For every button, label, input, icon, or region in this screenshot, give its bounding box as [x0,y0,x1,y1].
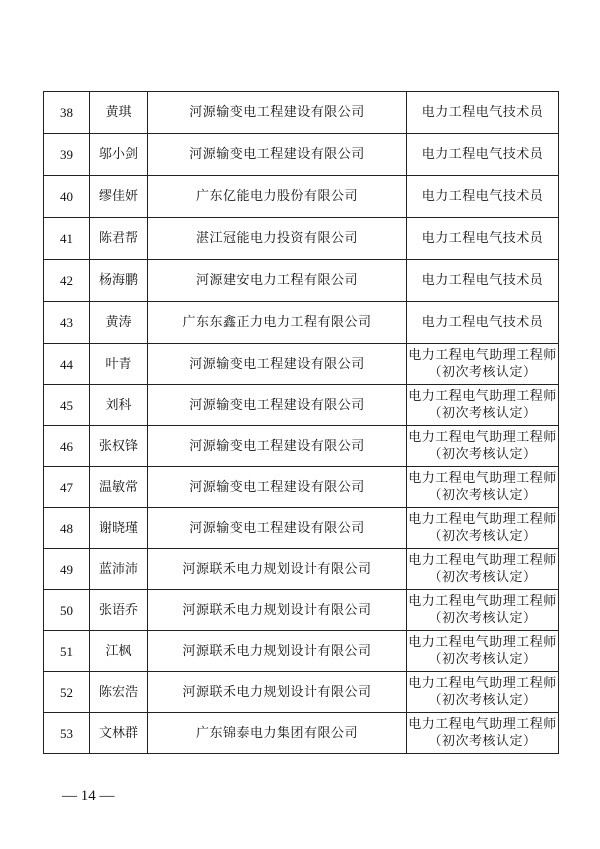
company-cell: 广东锦泰电力集团有限公司 [148,713,407,754]
qualification-line: 电力工程电气助理工程师 [408,512,557,527]
table-row [44,344,559,385]
company-cell: 河源输变电工程建设有限公司 [148,134,407,176]
qualification-cell [407,590,559,631]
table-row [44,260,559,302]
person-name-cell: 黄琪 [90,92,148,134]
qualification-line: 电力工程电气助理工程师 [408,594,557,609]
qualification-cell [407,631,559,672]
table-row [44,672,559,713]
company-cell: 湛江冠能电力投资有限公司 [148,218,407,260]
qualification-line: （初次考核认定） [428,693,537,708]
table-row [44,134,559,176]
company-cell: 河源输变电工程建设有限公司 [148,426,407,467]
qualification-cell [407,508,559,549]
qualification-line: 电力工程电气技术员 [421,273,544,288]
table-row [44,176,559,218]
qualification-cell [407,426,559,467]
table-row [44,385,559,426]
qualification-line: 电力工程电气助理工程师 [408,348,557,363]
company-cell: 河源联禾电力规划设计有限公司 [148,590,407,631]
roster-table [43,91,559,754]
qualification-line: （初次考核认定） [428,488,537,503]
person-name-cell: 黄涛 [90,302,148,344]
company-cell: 河源输变电工程建设有限公司 [148,92,407,134]
table-row [44,218,559,260]
person-name-cell: 陈宏浩 [90,672,148,713]
row-number-cell: 38 [44,92,90,134]
company-cell: 河源联禾电力规划设计有限公司 [148,631,407,672]
row-number-cell: 40 [44,176,90,218]
person-name-cell: 缪佳妍 [90,176,148,218]
qualification-line: 电力工程电气助理工程师 [408,553,557,568]
row-number-cell: 48 [44,508,90,549]
person-name-cell: 张语乔 [90,590,148,631]
company-cell: 广东亿能电力股份有限公司 [148,176,407,218]
qualification-line: 电力工程电气技术员 [421,231,544,246]
table-row [44,92,559,134]
qualification-line: （初次考核认定） [428,611,537,626]
row-number-cell: 47 [44,467,90,508]
person-name-cell: 江枫 [90,631,148,672]
company-cell: 河源建安电力工程有限公司 [148,260,407,302]
company-cell: 河源联禾电力规划设计有限公司 [148,549,407,590]
table-row [44,590,559,631]
qualification-line: 电力工程电气技术员 [421,105,544,120]
qualification-line: （初次考核认定） [428,570,537,585]
row-number-cell: 41 [44,218,90,260]
person-name-cell: 谢晓瑾 [90,508,148,549]
qualification-line: 电力工程电气助理工程师 [408,471,557,486]
company-cell: 河源输变电工程建设有限公司 [148,344,407,385]
row-number-cell: 46 [44,426,90,467]
company-cell: 河源输变电工程建设有限公司 [148,385,407,426]
row-number-cell: 53 [44,713,90,754]
row-number-cell: 50 [44,590,90,631]
qualification-line: 电力工程电气助理工程师 [408,430,557,445]
qualification-cell [407,92,559,134]
row-number-cell: 45 [44,385,90,426]
qualification-cell [407,385,559,426]
person-name-cell: 叶青 [90,344,148,385]
qualification-line: 电力工程电气助理工程师 [408,389,557,404]
qualification-line: 电力工程电气技术员 [421,315,544,330]
qualification-line: 电力工程电气技术员 [421,189,544,204]
row-number-cell: 42 [44,260,90,302]
person-name-cell: 张权锋 [90,426,148,467]
row-number-cell: 39 [44,134,90,176]
qualification-line: （初次考核认定） [428,734,537,749]
qualification-cell [407,672,559,713]
table-row [44,713,559,754]
qualification-line: （初次考核认定） [428,365,537,380]
qualification-cell [407,218,559,260]
qualification-cell [407,344,559,385]
company-cell: 河源输变电工程建设有限公司 [148,508,407,549]
row-number-cell: 44 [44,344,90,385]
person-name-cell: 刘科 [90,385,148,426]
table-row [44,467,559,508]
qualification-cell [407,134,559,176]
table-row [44,302,559,344]
person-name-cell: 文林群 [90,713,148,754]
qualification-cell [407,176,559,218]
qualification-line: （初次考核认定） [428,406,537,421]
qualification-cell [407,713,559,754]
person-name-cell: 杨海鹏 [90,260,148,302]
person-name-cell: 邬小剑 [90,134,148,176]
person-name-cell: 蓝沛沛 [90,549,148,590]
qualification-line: （初次考核认定） [428,447,537,462]
page-number: — 14 — [62,788,115,804]
row-number-cell: 52 [44,672,90,713]
qualification-cell [407,467,559,508]
qualification-line: 电力工程电气助理工程师 [408,635,557,650]
company-cell: 河源输变电工程建设有限公司 [148,467,407,508]
roster-table-body [44,92,559,754]
company-cell: 广东东鑫正力电力工程有限公司 [148,302,407,344]
company-cell: 河源联禾电力规划设计有限公司 [148,672,407,713]
person-name-cell: 陈君帮 [90,218,148,260]
qualification-cell [407,549,559,590]
table-row [44,426,559,467]
qualification-cell [407,302,559,344]
qualification-line: 电力工程电气助理工程师 [408,676,557,691]
row-number-cell: 49 [44,549,90,590]
person-name-cell: 温敏常 [90,467,148,508]
qualification-line: 电力工程电气助理工程师 [408,717,557,732]
qualification-line: 电力工程电气技术员 [421,147,544,162]
qualification-line: （初次考核认定） [428,652,537,667]
table-row [44,508,559,549]
row-number-cell: 43 [44,302,90,344]
table-row [44,549,559,590]
qualification-line: （初次考核认定） [428,529,537,544]
qualification-cell [407,260,559,302]
table-row [44,631,559,672]
row-number-cell: 51 [44,631,90,672]
